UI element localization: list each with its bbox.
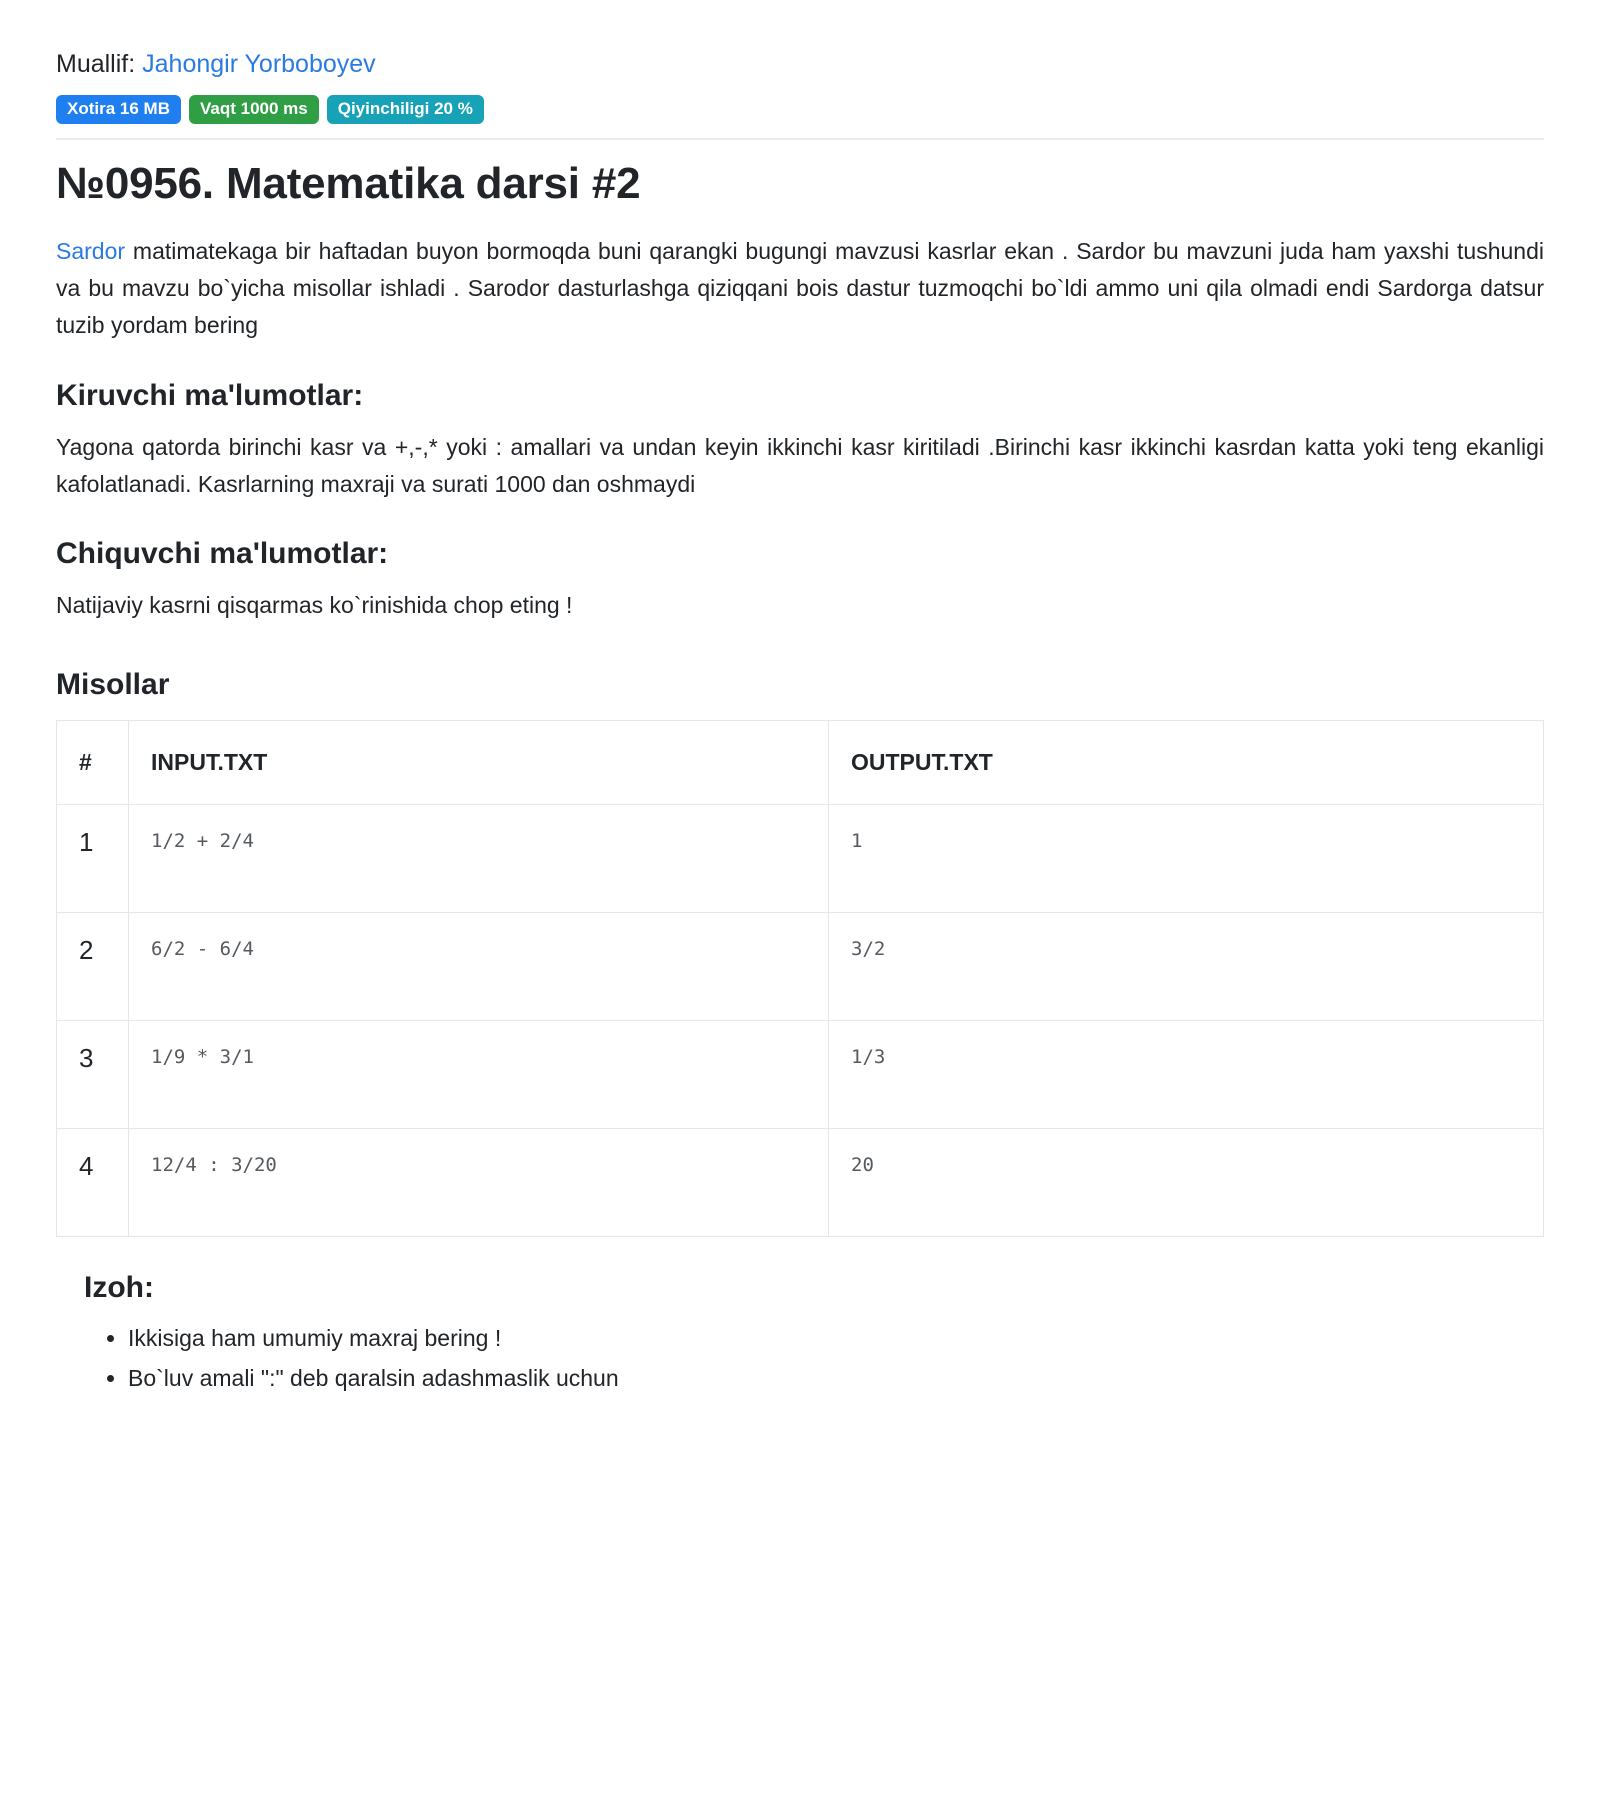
time-limit-badge: Vaqt 1000 ms (189, 95, 319, 125)
table-row (57, 1021, 1544, 1129)
header-divider (56, 138, 1544, 140)
input-section-heading: Kiruvchi ma'lumotlar: (56, 378, 364, 412)
author-link[interactable]: Jahongir Yorboboyev (142, 50, 376, 78)
author-line (56, 48, 1544, 81)
row-input: 6/2 - 6/4 (129, 913, 829, 1021)
row-input: 1/9 * 3/1 (129, 1021, 829, 1129)
row-index: 3 (57, 1021, 129, 1129)
column-header-input: INPUT.TXT (129, 721, 829, 805)
problem-meta-badges (56, 95, 1544, 125)
output-section-heading: Chiquvchi ma'lumotlar: (56, 537, 389, 571)
table-row (57, 1129, 1544, 1237)
table-row (57, 913, 1544, 1021)
difficulty-badge: Qiyinchiligi 20 % (327, 95, 484, 125)
table-header-row (57, 721, 1544, 805)
examples-heading: Misollar (56, 668, 170, 702)
row-input: 12/4 : 3/20 (129, 1129, 829, 1237)
memory-limit-badge: Xotira 16 MB (56, 95, 181, 125)
row-input: 1/2 + 2/4 (129, 805, 829, 913)
page-title: №0956. Matematika darsi #2 (56, 159, 641, 209)
column-header-index: # (57, 721, 129, 805)
row-output: 20 (829, 1129, 1544, 1237)
row-index: 2 (57, 913, 129, 1021)
notes-list (84, 1319, 1544, 1398)
row-output: 1 (829, 805, 1544, 913)
list-item: • Ikkisiga ham umumiy maxraj bering ! (128, 1319, 1544, 1359)
output-section-text: Natijaviy kasrni qisqarmas ko`rinishida chop eting ! (56, 592, 573, 619)
row-index: 4 (57, 1129, 129, 1237)
row-output: 3/2 (829, 913, 1544, 1021)
author-label: Muallif: (56, 50, 136, 78)
notes-heading: Izoh: (84, 1271, 154, 1305)
statement-inline-link[interactable]: Sardor (56, 237, 126, 264)
notes-section (56, 1271, 1544, 1398)
statement-body: matimatekaga bir haftadan buyon bormoqda buni qarangki bugungi mavzusi kasrlar ekan . Sardor bu mavzuni juda ham yaxshi tushundi va bu mavzu bo`yicha misollar ishladi . Sarodor dasturlashga qiziqqani bois dastur tuzmoqchi bo`ldi ammo uni qila olmadi endi Sardorga datsur tuzib yordam bering (56, 237, 1544, 339)
list-item: • Bo`luv amali ":" deb qaralsin adashmaslik uchun (128, 1359, 1544, 1399)
examples-table (56, 720, 1544, 1237)
row-output: 1/3 (829, 1021, 1544, 1129)
problem-statement (56, 233, 1544, 345)
row-index: 1 (57, 805, 129, 913)
table-row (57, 805, 1544, 913)
input-section-text: Yagona qatorda birinchi kasr va +,-,* yoki : amallari va undan keyin ikkinchi kasr kiritiladi .Birinchi kasr ikkinchi kasrdan katta yoki teng ekanligi kafolatlanadi. Kasrlarning maxraji va surati 1000 dan oshmaydi (56, 433, 1544, 497)
column-header-output: OUTPUT.TXT (829, 721, 1544, 805)
